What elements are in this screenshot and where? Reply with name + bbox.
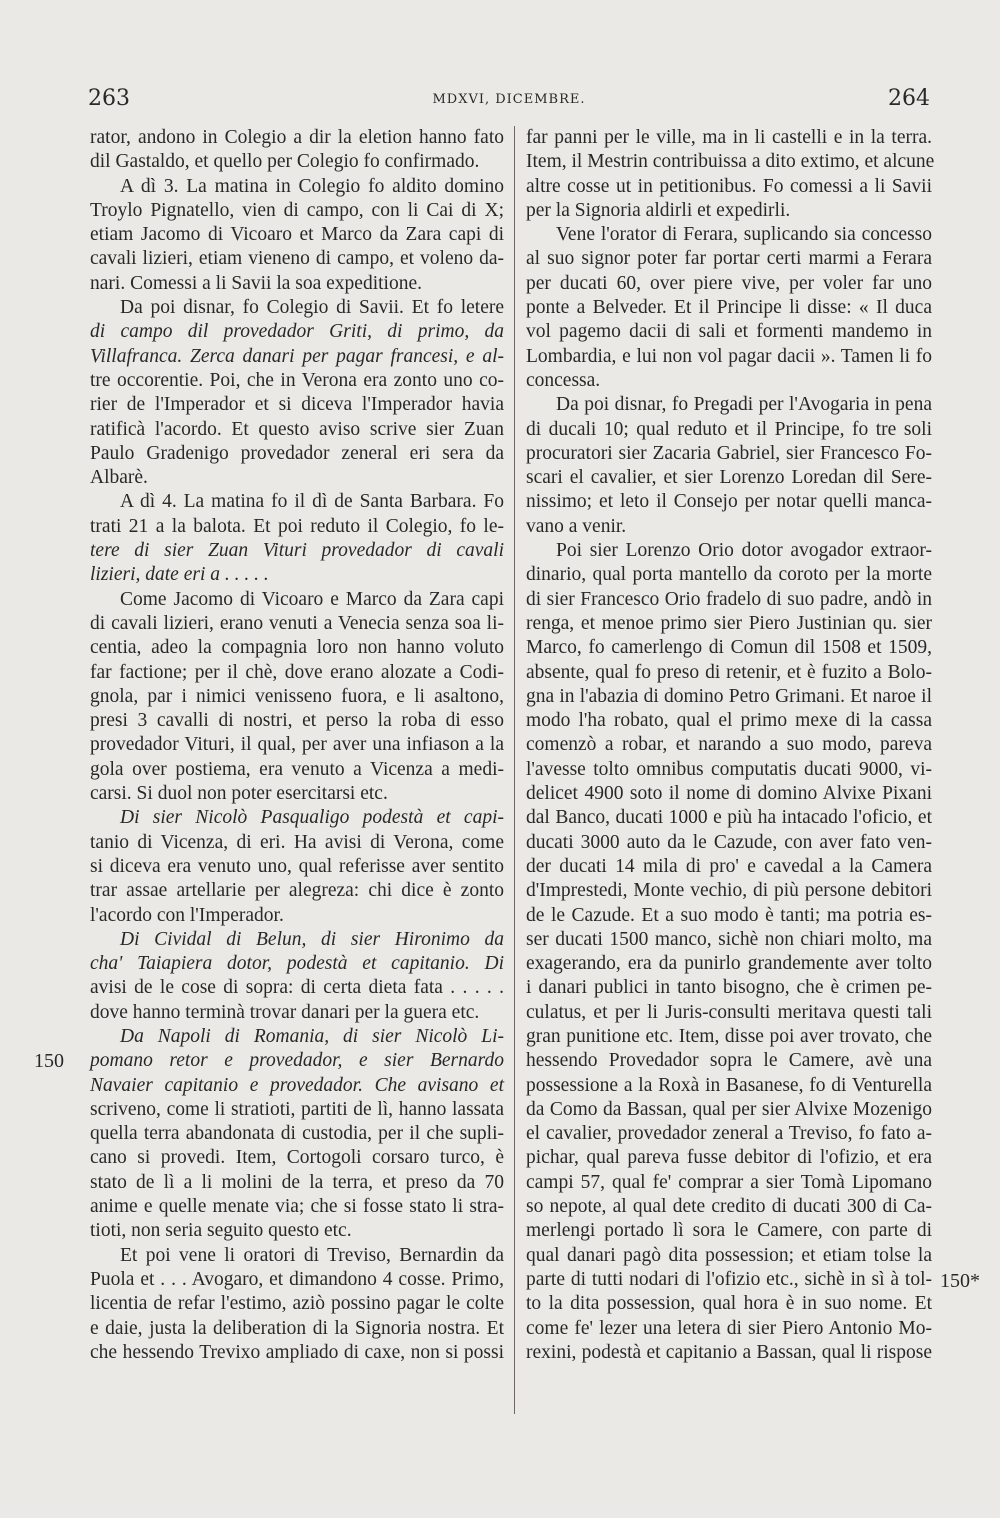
text-line: l'acordo con l'Imperador.: [90, 904, 284, 926]
text-line: A dì 4. La matina fo il dì de Santa Barbara. Fo: [120, 491, 504, 513]
text-line: Lombardia, e lui non vol pagar dacii ». Tamen li fo: [526, 345, 932, 367]
text-line: tioti, non seria seguito questo etc.: [90, 1220, 352, 1242]
text-line: rier de l'Imperador et si diceva l'Imperador havia: [90, 394, 504, 416]
text-line: di campo dil provedador Griti, di primo, da: [90, 321, 504, 343]
text-line: culatus, et per li Juris-consulti meritava questi tali: [526, 1001, 932, 1023]
text-line: che hessendo Trevixo ampliado di caxe, non si possi: [90, 1341, 504, 1363]
text-line: anime e quelle menate via; che si fosse stato li stra-: [90, 1196, 504, 1218]
text-line: Albarè.: [90, 467, 148, 489]
text-line: gola over postiema, era venuto a Vicenza a medi-: [90, 758, 504, 780]
text-line: procuratori sier Zacaria Gabriel, sier Francesco Fo-: [526, 442, 932, 464]
right-column: [526, 126, 935, 1365]
text-line: pichar, qual pareva fusse debitor di l'ofizio, et era: [526, 1147, 932, 1169]
text-line: comenzò a robar, et narando a suo modo, pareva: [526, 734, 932, 756]
text-line: Vene l'orator di Ferara, suplicando sia concesso: [556, 224, 932, 246]
text-line: ponte a Belveder. Et il Principe li disse: « Il duca: [526, 297, 932, 319]
text-line: tere di sier Zuan Vituri provedador di cavali: [90, 540, 504, 562]
text-line: ratificà l'acordo. Et questo aviso scrive sier Zuan: [90, 418, 504, 440]
text-line: licentia de refar l'estimo, aziò possino pagar le colte: [90, 1293, 504, 1315]
text-line: cha' Taiapiera dotor, podestà et capitanio. Di: [90, 953, 504, 975]
text-line: d'Imprestedi, Monte vechio, di più persone debitori: [526, 880, 932, 902]
text-line: trati 21 a la balota. Et poi reduto il Colegio, fo le-: [90, 515, 504, 537]
text-line: Villafranca. Zerca danari per pagar francesi, e al-: [90, 345, 504, 367]
text-line: di ducali 10; qual reduto et il Principe, fo tre soli: [526, 418, 932, 440]
text-line: qual danari pagò dita possession; et etiam tolse la: [526, 1244, 932, 1266]
text-line: gna in l'abazia di domino Petro Grimani. Et naroe il: [526, 685, 932, 707]
text-line: rator, andono in Colegio a dir la eletion hanno fato: [90, 127, 504, 148]
margin-number-left: 150: [34, 1050, 64, 1072]
text-line: per ducati 60, over piere vive, per voler far uno: [526, 272, 932, 294]
text-line: der ducati 14 mila di pro' e cavedal a la Camera: [526, 855, 932, 877]
text-line: di sier Francesco Orio fradelo di suo padre, andò in: [526, 588, 932, 610]
text-line: gran punitione etc. Item, disse poi aver trovato, che: [526, 1025, 932, 1047]
text-line: cano si provedi. Item, Cortogoli corsaro turco, è: [90, 1147, 504, 1169]
margin-number-right: 150*: [940, 1270, 980, 1292]
text-line: Da Napoli di Romania, di sier Nicolò Li-: [120, 1025, 504, 1047]
page-header: [88, 86, 930, 116]
text-line: Da poi disnar, fo Colegio di Savii. Et fo letere: [120, 297, 504, 319]
text-line: trar assae artellarie per alegreza: chi dice è zonto: [90, 880, 504, 902]
text-line: de le Cazude. Et a suo modo è tanti; ma potria es-: [526, 904, 932, 926]
text-line: merlengi portado lì sora le Camere, con parte di: [526, 1220, 932, 1242]
text-line: carsi. Si duol non poter esercitarsi etc.: [90, 783, 388, 805]
text-line: Item, il Mestrin contribuissa a dito extimo, et alcune: [526, 151, 935, 173]
text-line: possessione a la Roxà in Basanese, fo di Venturella: [526, 1074, 932, 1096]
text-line: Troylo Pignatello, vien di campo, con li Cai di X;: [90, 199, 504, 221]
text-line: vol pagemo dacii di sali et formenti mandemo in: [526, 321, 932, 343]
text-line: pomano retor e provedador, e sier Bernardo: [90, 1050, 504, 1072]
text-line: gnola, par i nimici venisseno fuora, e li asaltono,: [90, 685, 504, 707]
text-line: cavali lizieri, etiam vieneno di campo, et voleno da-: [90, 248, 504, 270]
text-line: altre cosse ut in petitionibus. Fo comessi a li Savii: [526, 175, 932, 197]
text-line: dal Banco, ducati 1000 e più ha intacado l'oficio, et: [526, 807, 932, 829]
text-line: hessendo Provedador sopra le Camere, avè una: [526, 1050, 932, 1072]
text-line: quella terra abandonata di custodia, per il che supli-: [90, 1123, 504, 1145]
text-line: ducati 3000 auto da le Cazude, con aver fato ven-: [526, 831, 932, 853]
text-line: Et poi vene li oratori di Treviso, Bernardin da: [120, 1244, 504, 1266]
text-line: Da poi disnar, fo Pregadi per l'Avogaria in pena: [556, 394, 932, 416]
text-line: far factione; per il chè, dove erano alozate a Codi-: [90, 661, 504, 683]
text-line: Navaier capitanio e provedador. Che avisano et: [90, 1074, 504, 1096]
text-line: concessa.: [526, 369, 601, 391]
text-line: da Como da Bassan, qual per sier Alvixe Mozenigo: [526, 1098, 932, 1120]
text-line: parte di tutti nodari di l'ofizio etc., sichè in sì à tol-: [526, 1268, 932, 1290]
text-line: avisi de le cose di sopra: di certa dieta fata . . . . .: [90, 977, 504, 999]
text-line: per la Signoria aldirli et expedirli.: [526, 199, 791, 221]
text-line: dinario, qual porta mantello da coroto per la morte: [526, 564, 932, 586]
text-line: vano a venir.: [526, 515, 627, 537]
text-line: e daie, justa la deliberation di la Signoria nostra. Et: [90, 1317, 504, 1339]
text-line: to la dita possession, qual hora è in suo nome. Et: [526, 1293, 932, 1315]
text-line: el cavalier, provedador zeneral a Treviso, fo fato a-: [526, 1123, 932, 1145]
text-line: tanio di Vicenza, di eri. Ha avisi di Verona, come: [90, 831, 504, 853]
text-line: Paulo Gradenigo provedador zeneral eri sera da: [90, 442, 504, 464]
text-line: scari el cavalier, et sier Lorenzo Loredan dil Sere-: [526, 467, 932, 489]
text-line: rexini, podestà et capitanio a Bassan, qual li rispose: [526, 1341, 932, 1363]
left-column: [90, 126, 504, 1365]
text-line: dil Gastaldo, et quello per Colegio fo confirmado.: [90, 151, 480, 173]
text-line: al suo signor poter far portar certi marmi a Ferara: [526, 248, 932, 270]
text-line: ser ducati 1500 manco, sichè non chiari molto, ma: [526, 928, 932, 950]
text-line: Di Cividal di Belun, di sier Hironimo da: [120, 928, 504, 950]
text-line: lizieri, date eri a . . . . .: [90, 564, 269, 586]
text-line: l'avesse tolto omnibus computatis ducati 9000, vi-: [526, 758, 932, 780]
text-line: exagerando, era da punirlo grandemente aver tolto: [526, 953, 932, 975]
text-line: modo l'ha robato, qual el primo mexe di la cassa: [526, 710, 932, 732]
text-line: Di sier Nicolò Pasqualigo podestà et capi-: [120, 807, 504, 829]
text-line: nari. Comessi a li Savii la soa expeditione.: [90, 272, 422, 294]
text-line: absente, qual fo preso di retenir, et è fuzito a Bolo-: [526, 661, 932, 683]
text-line: come fe' lezer una letera di sier Piero Antonio Mo-: [526, 1317, 932, 1339]
text-line: provedador Vituri, il qual, per aver una infiason a la: [90, 734, 504, 756]
text-line: so nepote, al qual dete credito di ducati 300 di Ca-: [526, 1196, 932, 1218]
text-line: Poi sier Lorenzo Orio dotor avogador extraor-: [556, 540, 932, 562]
text-line: dove hanno terminà trovar danari per la guera etc.: [90, 1001, 480, 1023]
text-line: delicet 4900 soto il nome di domino Alvixe Pixani: [526, 783, 932, 805]
text-line: di cavali lizieri, erano venuti a Venecia senza soa li-: [90, 612, 504, 634]
text-line: presi 3 cavalli di nostri, et perso la roba di esso: [90, 710, 504, 732]
text-line: scriveno, come li stratioti, partiti de lì, hanno lassata: [90, 1098, 504, 1120]
text-line: si diceva era venuto uno, qual referisse aver sentito: [90, 855, 504, 877]
page-number-left: 263: [88, 86, 130, 111]
text-line: tre occorentie. Poi, che in Verona era zonto uno co-: [90, 369, 504, 391]
running-title: MDXVI, DICEMBRE.: [432, 92, 586, 107]
column-divider: [514, 126, 515, 1414]
text-line: Puola et . . . Avogaro, et dimandono 4 cosse. Primo,: [90, 1268, 504, 1290]
text-line: campi 57, qual fe' comprar a sier Tomà Lipomano: [526, 1171, 932, 1193]
text-line: nissimo; et leto il Consejo per notar quelli manca-: [526, 491, 932, 513]
text-line: centia, adeo la compagnia loro non hanno voluto: [90, 637, 504, 659]
text-line: Come Jacomo di Vicoaro e Marco da Zara capi: [120, 588, 504, 610]
text-line: stato de lì a li molini de la terra, et preso da 70: [90, 1171, 504, 1193]
text-line: far panni per le ville, ma in li castelli e in la terra.: [526, 127, 932, 148]
text-line: renga, et menoe primo sier Piero Justinian qu. sier: [526, 612, 932, 634]
text-line: i danari publici in tanto bisogno, che è crimen pe-: [526, 977, 932, 999]
text-line: Marco, fo camerlengo di Comun dil 1508 et 1509,: [526, 637, 932, 659]
text-line: A dì 3. La matina in Colegio fo aldito domino: [120, 175, 504, 197]
text-line: etiam Jacomo di Vicoaro et Marco da Zara capi di: [90, 224, 504, 246]
page-number-right: 264: [888, 86, 930, 111]
